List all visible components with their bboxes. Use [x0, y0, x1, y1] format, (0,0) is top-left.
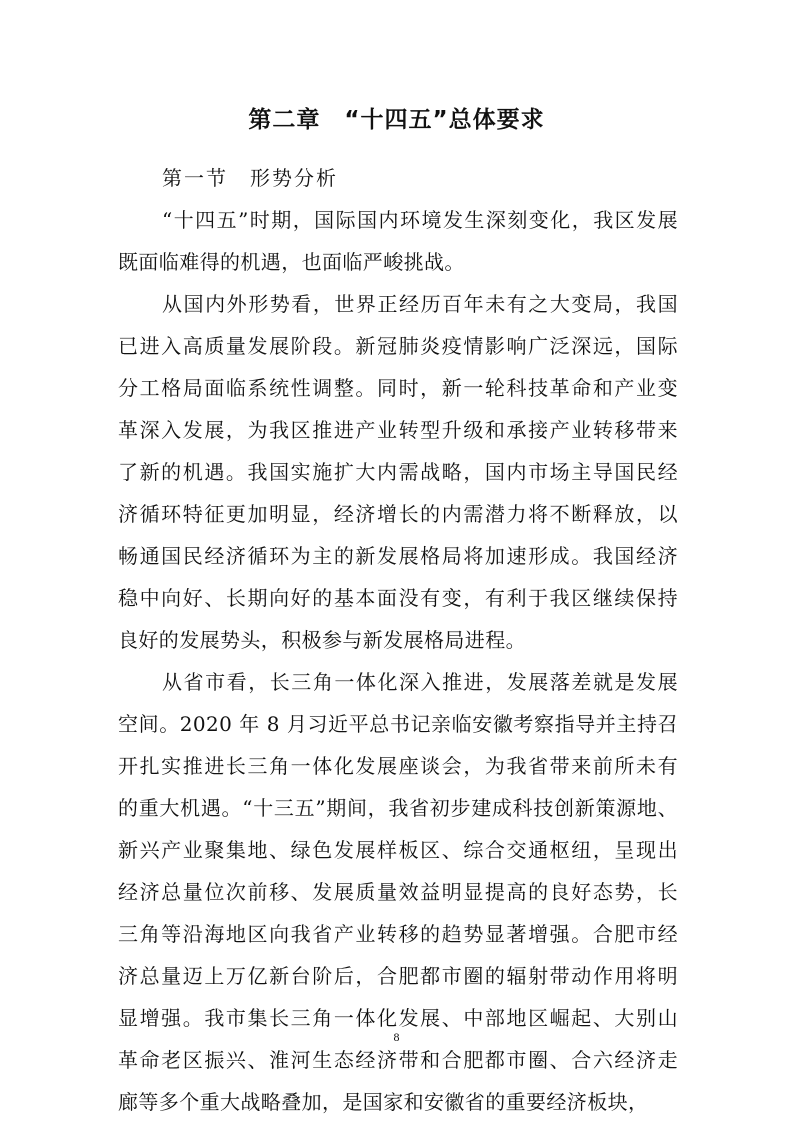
section-title: 第一节 形势分析 — [162, 166, 338, 190]
page-number: 8 — [393, 1030, 400, 1044]
paragraph-line: 的重大机遇。“十三五”期间，我省初步建成科技创新策源地、 — [118, 796, 678, 820]
paragraph-line: 济循环特征更加明显，经济增长的内需潜力将不断释放，以 — [118, 502, 678, 526]
paragraph — [118, 199, 678, 283]
paragraph-line: 经济总量位次前移、发展质量效益明显提高的良好态势，长 — [118, 880, 678, 904]
paragraph-line: 从省市看，长三角一体化深入推进，发展落差就是发展 — [162, 670, 678, 694]
paragraph-line: “十四五”时期，国际国内环境发生深刻变化，我区发展 — [162, 208, 678, 232]
paragraph-line: 革深入发展，为我区推进产业转型升级和承接产业转移带来 — [118, 418, 678, 442]
paragraph — [118, 283, 678, 661]
paragraph-line: 既面临难得的机遇，也面临严峻挑战。 — [118, 250, 465, 274]
paragraph-line: 开扎实推进长三角一体化发展座谈会，为我省带来前所未有 — [118, 754, 678, 778]
chapter-title: 第二章 “十四五”总体要求 — [248, 107, 545, 133]
paragraph-line: 革命老区振兴、淮河生态经济带和合肥都市圈、合六经济走 — [118, 1048, 678, 1072]
paragraph-line: 畅通国民经济循环为主的新发展格局将加速形成。我国经济 — [118, 544, 678, 568]
paragraph-line: 从国内外形势看，世界正经历百年未有之大变局，我国 — [162, 292, 678, 316]
paragraph-line: 稳中向好、长期向好的基本面没有变，有利于我区继续保持 — [118, 586, 678, 610]
paragraph-line: 新兴产业聚集地、绿色发展样板区、综合交通枢纽，呈现出 — [118, 838, 678, 862]
paragraph-line: 济总量迈上万亿新台阶后，合肥都市圈的辐射带动作用将明 — [118, 964, 678, 988]
body-text — [118, 157, 678, 1123]
paragraph — [118, 661, 678, 1123]
paragraph-line: 分工格局面临系统性调整。同时，新一轮科技革命和产业变 — [118, 376, 678, 400]
paragraphs — [118, 199, 678, 1123]
paragraph-line: 廊等多个重大战略叠加，是国家和安徽省的重要经济板块， — [118, 1090, 649, 1114]
paragraph-line: 显增强。我市集长三角一体化发展、中部地区崛起、大别山 — [118, 1006, 678, 1030]
paragraph-line: 空间。2020 年 8 月习近平总书记亲临安徽考察指导并主持召 — [118, 712, 678, 736]
paragraph-line: 了新的机遇。我国实施扩大内需战略，国内市场主导国民经 — [118, 460, 678, 484]
paragraph-line: 良好的发展势头，积极参与新发展格局进程。 — [118, 628, 526, 652]
paragraph-line: 已进入高质量发展阶段。新冠肺炎疫情影响广泛深远，国际 — [118, 334, 678, 358]
paragraph-line: 三角等沿海地区向我省产业转移的趋势显著增强。合肥市经 — [118, 922, 678, 946]
